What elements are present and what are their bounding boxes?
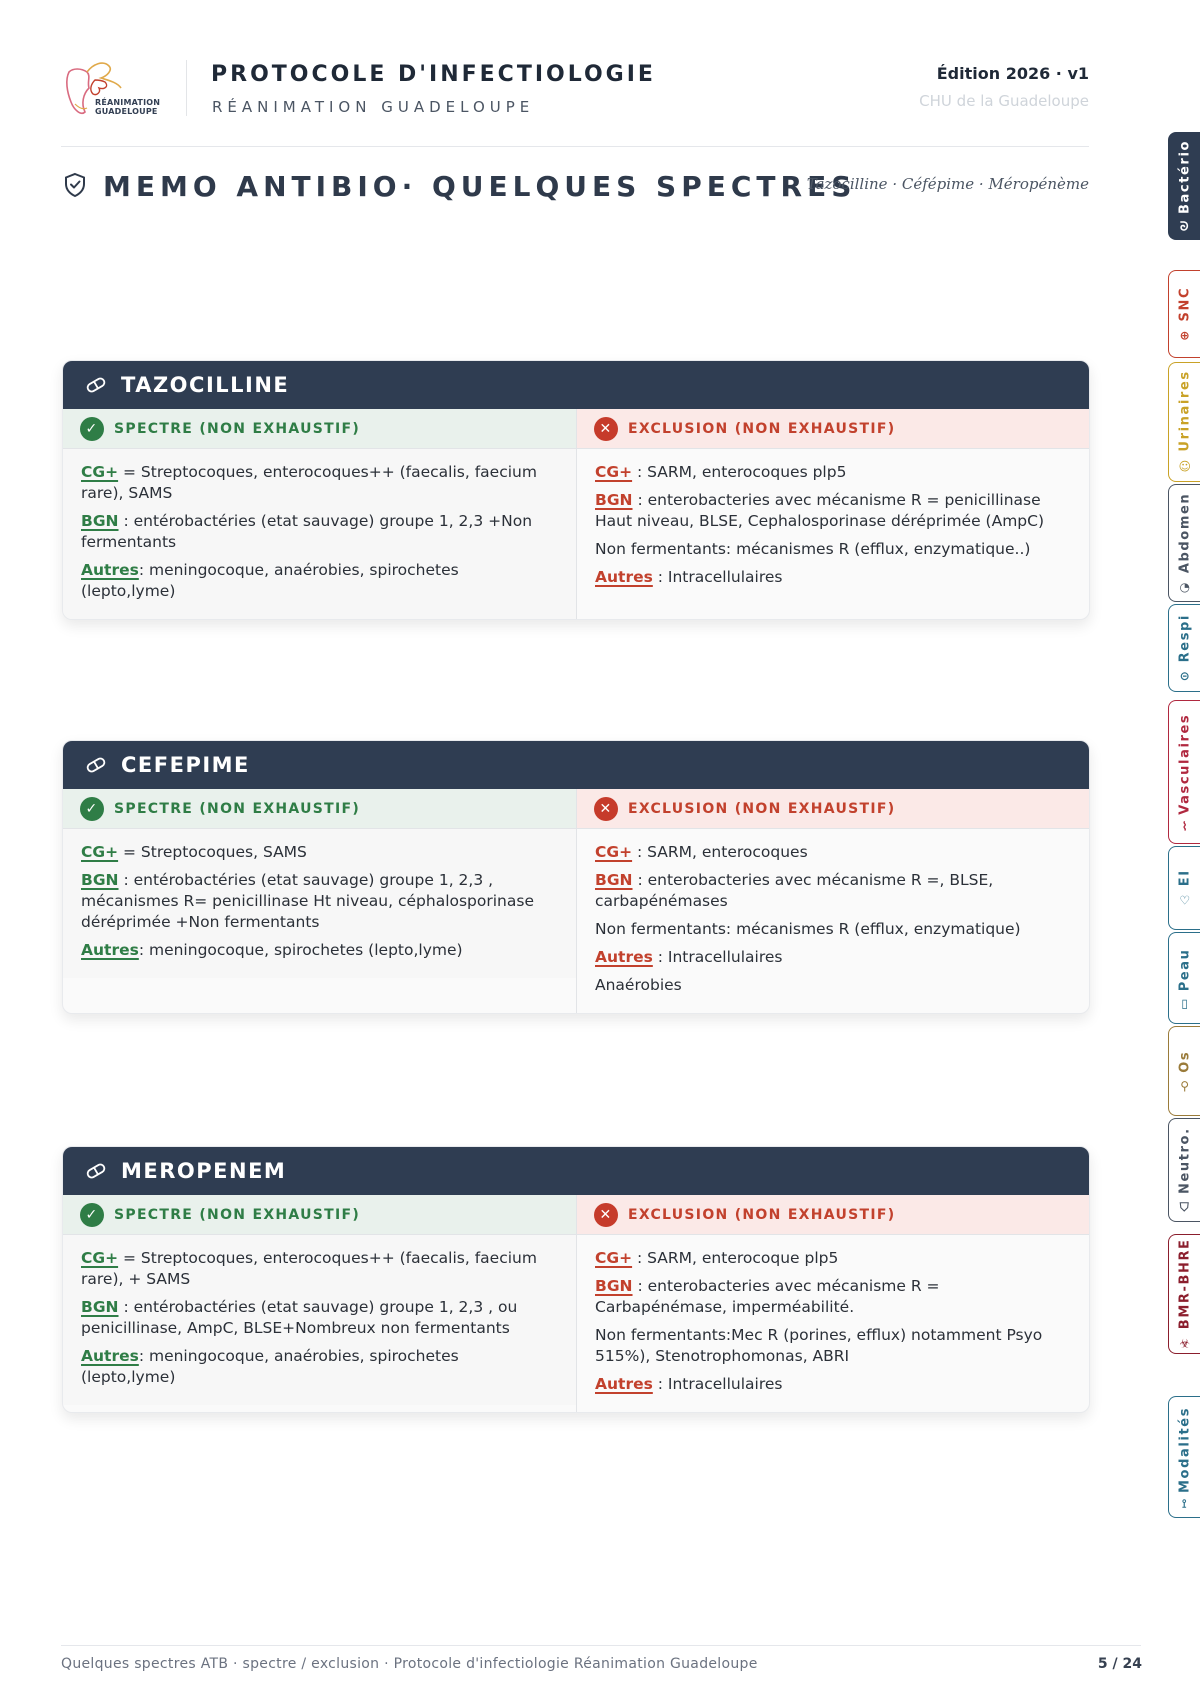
side-tab-ei[interactable] (1168, 846, 1200, 930)
header-divider (186, 60, 187, 116)
spectrum-line (81, 560, 558, 602)
antibiotic-card (62, 1146, 1090, 1413)
pill-icon (85, 377, 107, 393)
logo (61, 58, 163, 122)
spectrum-body (63, 829, 576, 978)
side-tab-label: Peau (1177, 948, 1192, 992)
line-text: : Intracellulaires (652, 568, 783, 586)
shield-icon: ⛉ (1179, 1199, 1190, 1214)
abdomen-icon: ◔ (1178, 580, 1191, 595)
line-text: Non fermentants: mécanismes R (efflux, enzymatique) (595, 920, 1021, 938)
spectrum-line (595, 462, 1071, 483)
kidney-icon: ☺ (1177, 459, 1192, 474)
line-text: : enterobacteries avec mécanisme R = Carbapénémase, imperméabilité. (595, 1277, 940, 1316)
spectrum-line (595, 1374, 1071, 1395)
footer-rule (61, 1645, 1141, 1646)
side-tab-label: Abdomen (1177, 492, 1192, 574)
spectrum-line (595, 842, 1071, 863)
category-tag: Autres (595, 1375, 653, 1393)
spectrum-line (595, 1325, 1071, 1367)
spectrum-line (595, 870, 1071, 912)
line-text: Anaérobies (595, 976, 682, 994)
side-tab-label: Modalités (1177, 1406, 1192, 1493)
category-tag: BGN (595, 491, 633, 509)
page-header (61, 56, 1089, 146)
biohazard-icon: ☣ (1178, 1336, 1191, 1351)
exclusion-body (577, 449, 1089, 605)
antibiotic-card (62, 360, 1090, 620)
line-text: Non fermentants: mécanismes R (efflux, enzymatique..) (595, 540, 1031, 558)
page-number: 5 / 24 (1097, 1656, 1142, 1672)
spectrum-label: SPECTRE (NON EXHAUSTIF) (114, 1206, 361, 1223)
line-text: : SARM, enterocoques plp5 (632, 463, 847, 481)
exclusion-body (577, 829, 1089, 1013)
spectrum-line (81, 462, 558, 504)
check-icon: ✓ (80, 417, 104, 441)
exclusion-column (576, 789, 1089, 1013)
category-tag: CG+ (81, 463, 119, 481)
spectrum-header (63, 1195, 576, 1235)
spectrum-line (81, 1248, 558, 1290)
side-tab-os[interactable] (1168, 1026, 1200, 1116)
card-header (63, 1147, 1089, 1195)
card-header (63, 361, 1089, 409)
category-tag: CG+ (81, 1249, 119, 1267)
lungs-icon: ⊝ (1178, 669, 1191, 684)
exclusion-column (576, 1195, 1089, 1412)
exclusion-header (577, 789, 1089, 829)
line-text: = Streptocoques, SAMS (118, 843, 307, 861)
category-tag: CG+ (595, 1249, 633, 1267)
spectrum-column (63, 409, 576, 619)
category-tag: Autres (81, 1347, 139, 1365)
side-tab-neutro[interactable] (1168, 1118, 1200, 1222)
cross-icon: ✕ (594, 797, 618, 821)
side-tab-modalit-s[interactable] (1168, 1396, 1200, 1518)
header-rule (61, 146, 1089, 147)
exclusion-header (577, 1195, 1089, 1235)
spectrum-label: SPECTRE (NON EXHAUSTIF) (114, 420, 361, 437)
side-tab-label: Respi (1177, 614, 1192, 663)
spectrum-line (595, 947, 1071, 968)
section-medications: Tazocilline · Céfépime · Méropénème (806, 175, 1089, 193)
line-text: : SARM, enterocoque plp5 (632, 1249, 839, 1267)
line-text: : Intracellulaires (652, 1375, 783, 1393)
line-text: : meningocoque, anaérobies, spirochetes (lepto,lyme) (81, 561, 459, 600)
edition-label: Édition 2026 · v1 (936, 64, 1089, 83)
section-heading (61, 168, 1089, 208)
side-tab-bact-rio[interactable] (1168, 132, 1200, 240)
side-tab-urinaires[interactable] (1168, 362, 1200, 482)
side-tab-respi[interactable] (1168, 604, 1200, 692)
pill-icon (85, 1163, 107, 1179)
side-tab-label: EI (1177, 869, 1192, 887)
line-text: : entérobactéries (etat sauvage) groupe 1, 2,3 , mécanismes R= penicillinase Ht niveau, céphalosporinase déréprimée +Non fermentants (81, 871, 534, 931)
category-tag: BGN (81, 871, 119, 889)
line-text: = Streptocoques, enterocoques++ (faecalis, faecium rare), + SAMS (81, 1249, 537, 1288)
spectrum-line (81, 1346, 558, 1388)
spectrum-line (81, 842, 558, 863)
shield-icon (63, 172, 87, 198)
spectrum-column (63, 1195, 576, 1412)
category-tag: Autres (595, 948, 653, 966)
card-title: CEFEPIME (121, 753, 250, 777)
category-tag: Autres (595, 568, 653, 586)
category-tag: Autres (81, 561, 139, 579)
spectrum-line (81, 511, 558, 553)
exclusion-label: EXCLUSION (NON EXHAUSTIF) (628, 800, 896, 817)
skin-icon: ▯ (1180, 996, 1189, 1011)
card-title: MEROPENEM (121, 1159, 287, 1183)
check-icon: ✓ (80, 1203, 104, 1227)
side-tab-peau[interactable] (1168, 932, 1200, 1024)
exclusion-label: EXCLUSION (NON EXHAUSTIF) (628, 420, 896, 437)
spectrum-line (81, 940, 558, 961)
cross-icon: ✕ (594, 417, 618, 441)
spectrum-line (595, 490, 1071, 532)
line-text: : SARM, enterocoques (632, 843, 808, 861)
bone-icon: ⚲ (1179, 1079, 1190, 1093)
exclusion-label: EXCLUSION (NON EXHAUSTIF) (628, 1206, 896, 1223)
line-text: : entérobactéries (etat sauvage) groupe 1, 2,3 +Non fermentants (81, 512, 533, 551)
antibiotic-card (62, 740, 1090, 1014)
brain-icon: ⊕ (1178, 328, 1191, 343)
footer-text: Quelques spectres ATB · spectre / exclusion · Protocole d'infectiologie Réanimation Guadeloupe (61, 1656, 758, 1672)
side-tab-label: Urinaires (1177, 370, 1192, 452)
exclusion-body (577, 1235, 1089, 1412)
side-tab-label: BMR-BHRE (1177, 1238, 1192, 1330)
hospital-label: CHU de la Guadeloupe (919, 92, 1089, 110)
spectrum-line (81, 870, 558, 933)
spectrum-column (63, 789, 576, 1013)
line-text: Non fermentants:Mec R (porines, efflux) notamment Psyo 515%), Stenotrophomonas, ABRI (595, 1326, 1043, 1365)
spectrum-body (63, 1235, 576, 1405)
pulse-icon: ⌇ (1180, 819, 1189, 834)
category-tag: Autres (81, 941, 139, 959)
spectrum-header (63, 409, 576, 449)
side-tab-bmr-bhre[interactable] (1168, 1234, 1200, 1354)
document-title: PROTOCOLE D'INFECTIOLOGIE (211, 62, 656, 87)
spectrum-line (81, 1297, 558, 1339)
category-tag: BGN (81, 1298, 119, 1316)
spectrum-label: SPECTRE (NON EXHAUSTIF) (114, 800, 361, 817)
line-text: : enterobacteries avec mécanisme R =, BLSE, carbapénémases (595, 871, 994, 910)
cross-icon: ✕ (594, 1203, 618, 1227)
line-text: : entérobactéries (etat sauvage) groupe 1, 2,3 , ou penicillinase, AmpC, BLSE+Nombreux non fermentants (81, 1298, 518, 1337)
logo-line-1: RÉANIMATION (95, 98, 161, 107)
category-tag: BGN (595, 1277, 633, 1295)
side-tab-bar (1168, 0, 1200, 1698)
spectrum-line (595, 567, 1071, 588)
spectrum-body (63, 449, 576, 619)
category-tag: BGN (81, 512, 119, 530)
category-tag: CG+ (595, 463, 633, 481)
side-tab-label: Os (1177, 1050, 1192, 1073)
category-tag: CG+ (595, 843, 633, 861)
logo-line-2: GUADELOUPE (95, 107, 158, 116)
heart-icon: ♡ (1178, 893, 1191, 908)
card-header (63, 741, 1089, 789)
spectrum-line (595, 919, 1071, 940)
line-text: = Streptocoques, enterocoques++ (faecalis, faecium rare), SAMS (81, 463, 537, 502)
line-text: : meningocoque, spirochetes (lepto,lyme) (138, 941, 463, 959)
line-text: : enterobacteries avec mécanisme R = penicillinase Haut niveau, BLSE, Cephalosporinase déréprimée (AmpC) (595, 491, 1045, 530)
check-icon: ✓ (80, 797, 104, 821)
side-tab-label: Bactério (1177, 139, 1192, 214)
side-tab-vasculaires[interactable] (1168, 700, 1200, 844)
side-tab-abdomen[interactable] (1168, 484, 1200, 602)
side-tab-label: Neutro. (1177, 1127, 1192, 1195)
side-tab-label: Vasculaires (1177, 713, 1192, 815)
section-title: MEMO ANTIBIO· QUELQUES SPECTRES (103, 170, 857, 203)
spectrum-line (595, 1248, 1071, 1269)
line-text: : Intracellulaires (652, 948, 783, 966)
category-tag: BGN (595, 871, 633, 889)
spectrum-line (595, 1276, 1071, 1318)
card-title: TAZOCILLINE (121, 373, 290, 397)
document-subtitle: RÉANIMATION GUADELOUPE (212, 98, 535, 116)
exclusion-header (577, 409, 1089, 449)
spectrum-line (595, 539, 1071, 560)
bacteria-icon: ᘐ (1179, 219, 1190, 234)
line-text: : meningocoque, anaérobies, spirochetes (lepto,lyme) (81, 1347, 459, 1386)
syringe-icon: ⟟ (1181, 1496, 1188, 1511)
exclusion-column (576, 409, 1089, 619)
category-tag: CG+ (81, 843, 119, 861)
side-tab-snc[interactable] (1168, 270, 1200, 358)
spectrum-header (63, 789, 576, 829)
spectrum-line (595, 975, 1071, 996)
pill-icon (85, 757, 107, 773)
side-tab-label: SNC (1177, 286, 1192, 322)
